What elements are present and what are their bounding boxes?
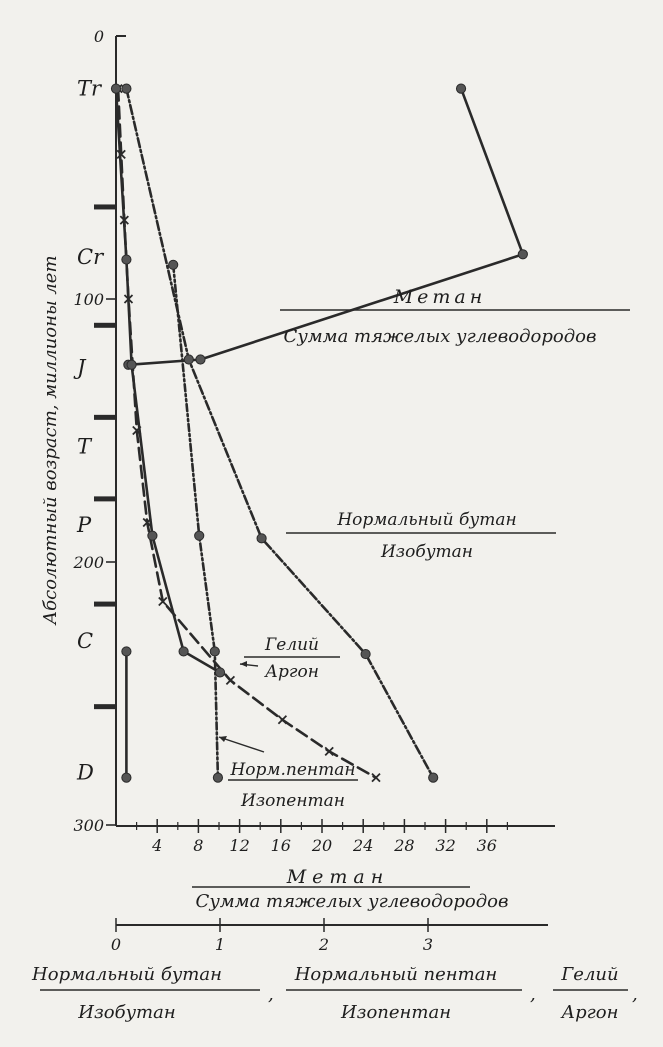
series-point	[179, 647, 188, 656]
x-methane-tick-label: 24	[353, 836, 374, 855]
annotation-bottom: Изопентан	[241, 791, 345, 811]
y-tick-label: 300	[73, 816, 104, 835]
series-point-cross	[372, 774, 380, 782]
annotation-bottom: Сумма тяжелых углеводородов	[283, 326, 597, 347]
period-boundary-marker	[94, 415, 116, 420]
series-line-0	[128, 89, 523, 365]
series-line-4	[116, 89, 220, 673]
x-methane-tick-label: 12	[229, 836, 250, 855]
series-point	[122, 84, 131, 93]
series-point	[111, 84, 120, 93]
series-point	[122, 255, 131, 264]
period-boundary-marker	[94, 496, 116, 501]
x-ratio-tick-label: 1	[214, 935, 226, 954]
series-point	[213, 773, 222, 782]
series-point	[184, 355, 193, 364]
period-label: D	[77, 760, 94, 785]
bottom-label-bottom: Изобутан	[78, 1002, 176, 1023]
x-methane-tick-label: 20	[311, 836, 333, 855]
bottom-label-top: Гелий	[561, 964, 619, 985]
series-layer	[111, 84, 527, 782]
bottom-label-top: Нормальный бутан	[32, 964, 222, 985]
annotation-top: Метан	[393, 286, 487, 308]
series-point	[127, 360, 136, 369]
methane-axis-title-top: Метан	[286, 866, 390, 888]
series-point	[169, 260, 178, 269]
period-boundary-marker	[94, 602, 116, 607]
annotation-bottom: Аргон	[265, 662, 319, 682]
series-point	[361, 649, 370, 658]
series-point-cross	[226, 676, 234, 684]
period-label: T	[77, 434, 92, 459]
annotation-pointer	[219, 737, 264, 752]
series-point	[195, 531, 204, 540]
annotation-top: Норм.пентан	[230, 760, 356, 780]
annotation-top: Гелий	[264, 635, 320, 655]
x-ratio-tick-label: 0	[110, 935, 122, 954]
series-line-2	[173, 265, 218, 778]
series-point	[122, 647, 131, 656]
y-axis-label: Абсолютный возраст, миллионы лет	[40, 255, 61, 625]
series-point	[210, 647, 219, 656]
bottom-label-separator: ,	[530, 984, 536, 1005]
bottom-label-bottom: Изопентан	[340, 1002, 452, 1023]
period-label: C	[77, 628, 94, 653]
bottom-label-bottom: Аргон	[561, 1002, 619, 1023]
bottom-label-separator: ,	[268, 984, 274, 1005]
bottom-label-top: Нормальный пентан	[294, 964, 498, 985]
annotation-top: Нормальный бутан	[337, 510, 517, 530]
series-point-cross	[325, 747, 333, 755]
x-ratio-tick-label: 3	[422, 935, 434, 954]
x-ratio-tick-label: 2	[318, 935, 330, 954]
series-point	[122, 773, 131, 782]
annotation-bottom: Изобутан	[380, 542, 474, 562]
series-point-cross	[278, 716, 286, 724]
period-label: J	[77, 355, 86, 380]
series-point	[456, 84, 465, 93]
x-methane-tick-label: 28	[394, 836, 415, 855]
series-line-3	[118, 89, 376, 778]
annotation-pointer-head	[240, 661, 247, 667]
period-boundary-marker	[94, 704, 116, 709]
methane-axis-title-bottom: Сумма тяжелых углеводородов	[195, 891, 509, 912]
series-point	[429, 773, 438, 782]
bottom-label-separator: ,	[632, 984, 638, 1005]
period-boundary-marker	[94, 323, 116, 328]
x-methane-tick-label: 8	[193, 836, 204, 855]
series-point	[148, 531, 157, 540]
period-label: P	[77, 513, 92, 538]
period-label: Tr	[77, 76, 102, 101]
period-label: Cr	[77, 244, 104, 269]
series-point	[196, 355, 205, 364]
y-tick-label: 200	[73, 553, 104, 572]
x-methane-tick-label: 16	[270, 836, 291, 855]
series-point	[257, 534, 266, 543]
period-boundary-marker	[94, 204, 116, 209]
y-tick-label: 100	[73, 290, 104, 309]
y-tick-label: 0	[93, 27, 104, 46]
x-methane-tick-label: 32	[435, 836, 456, 855]
axes	[40, 36, 630, 990]
x-methane-tick-label: 4	[152, 836, 163, 855]
series-point	[215, 668, 224, 677]
series-point	[518, 250, 527, 259]
x-methane-tick-label: 36	[476, 836, 497, 855]
